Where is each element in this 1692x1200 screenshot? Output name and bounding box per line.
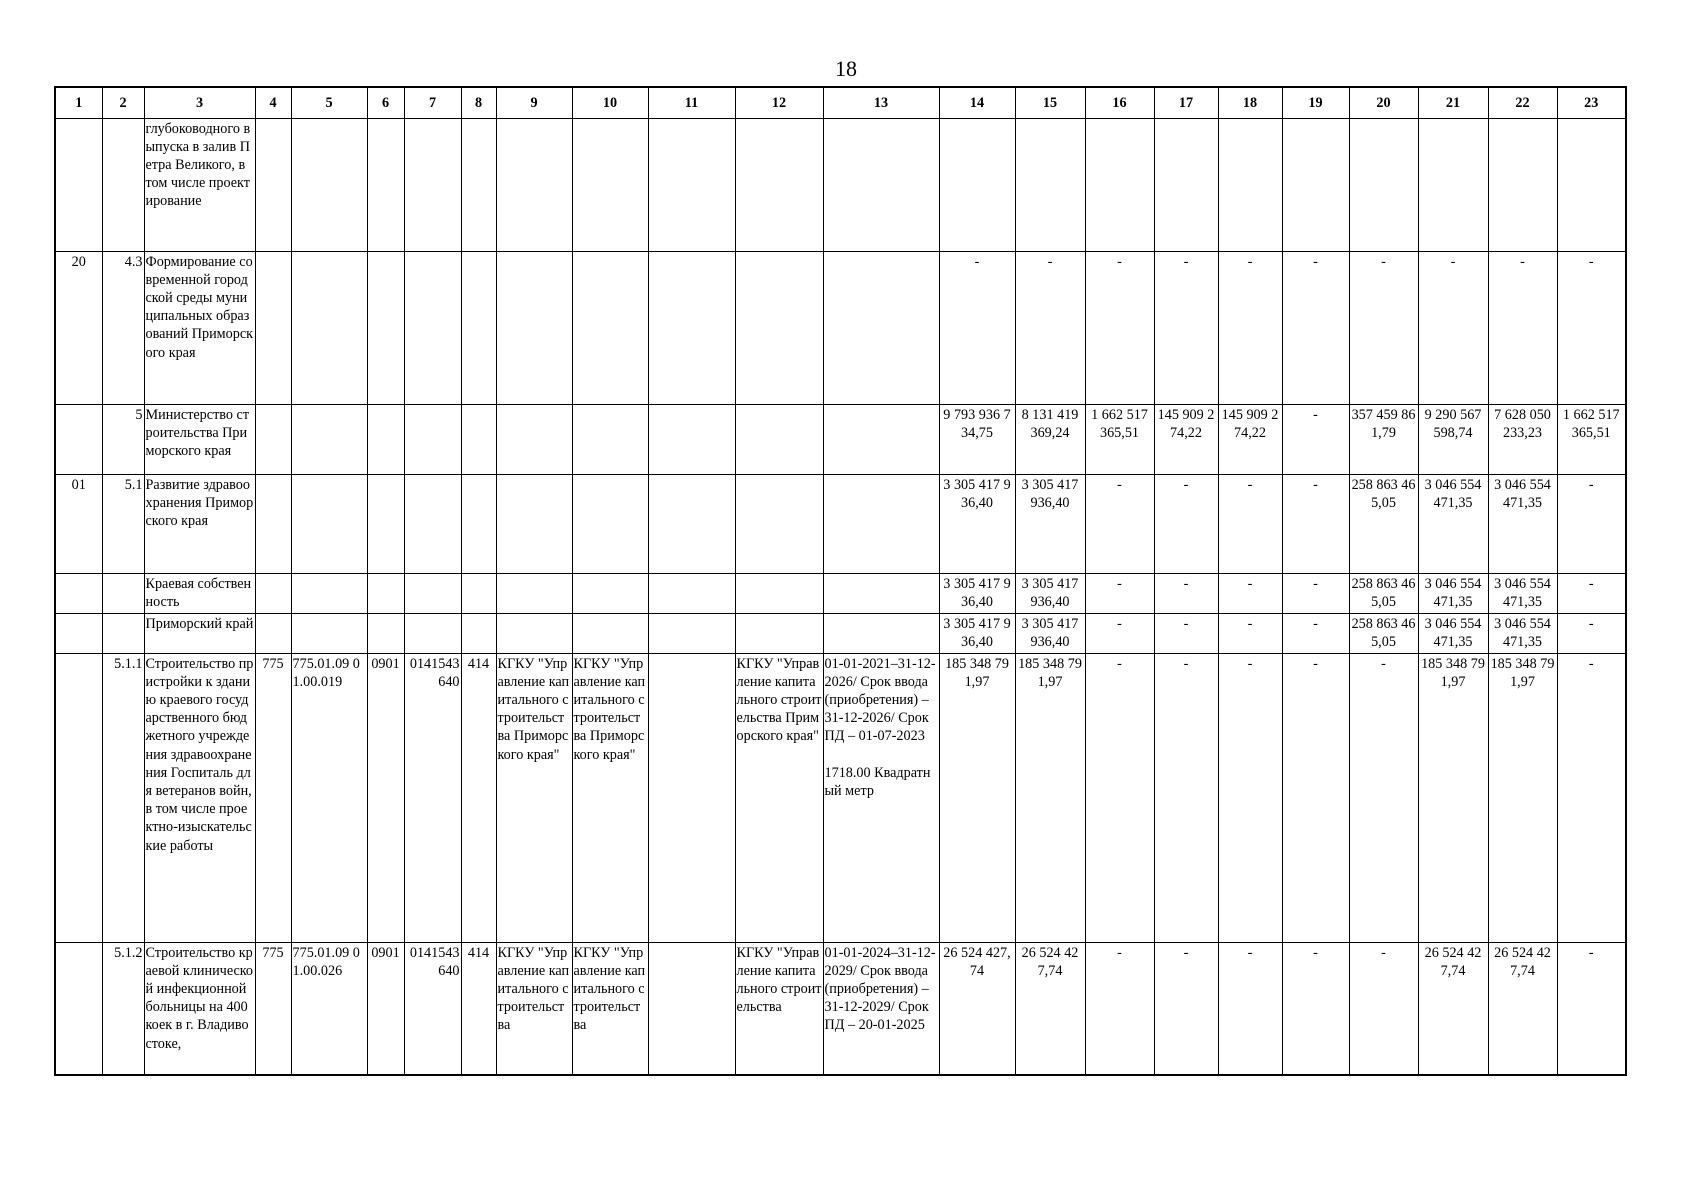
table-row (55, 653, 1626, 942)
table-cell-col-15: 3 305 417 936,40 (1015, 573, 1085, 613)
table-cell-col-13 (823, 404, 939, 474)
table-cell-col-20: 357 459 861,79 (1349, 404, 1418, 474)
table-cell-col-7 (404, 573, 461, 613)
table-cell-col-5: 775.01.09 01.00.026 (291, 942, 367, 1075)
table-cell-col-10 (572, 404, 648, 474)
table-cell-col-1 (55, 118, 102, 251)
table-cell-col-10 (572, 573, 648, 613)
table-cell-col-6: 0901 (367, 942, 404, 1075)
column-header-row (55, 87, 1626, 118)
table-cell-col-12 (735, 573, 823, 613)
table-cell-col-23 (1557, 118, 1626, 251)
table-cell-col-4 (255, 404, 291, 474)
table-cell-col-12 (735, 118, 823, 251)
table-cell-col-19: - (1282, 613, 1349, 653)
column-header-13: 13 (823, 87, 939, 118)
table-cell-col-7 (404, 404, 461, 474)
table-cell-col-21: 9 290 567 598,74 (1418, 404, 1488, 474)
table-cell-col-23: - (1557, 251, 1626, 404)
table-cell-col-20: 258 863 465,05 (1349, 613, 1418, 653)
table-cell-col-19: - (1282, 942, 1349, 1075)
table-cell-col-8 (461, 404, 496, 474)
table-cell-col-22: 3 046 554 471,35 (1488, 474, 1557, 573)
table-cell-col-10: КГКУ "Управление капитального строительства (572, 942, 648, 1075)
table-cell-col-22: 7 628 050 233,23 (1488, 404, 1557, 474)
table-row (55, 942, 1626, 1075)
table-cell-col-15: 26 524 427,74 (1015, 942, 1085, 1075)
column-header-23: 23 (1557, 87, 1626, 118)
table-cell-col-8: 414 (461, 653, 496, 942)
table-cell-col-22: - (1488, 251, 1557, 404)
table-cell-col-13 (823, 613, 939, 653)
table-cell-col-6 (367, 573, 404, 613)
table-cell-col-22: 3 046 554 471,35 (1488, 613, 1557, 653)
table-cell-col-9: КГКУ "Управление капитального строительства Приморского края" (496, 653, 572, 942)
table-cell-col-9 (496, 251, 572, 404)
column-header-16: 16 (1085, 87, 1154, 118)
table-cell-col-9 (496, 613, 572, 653)
table-cell-col-15: 3 305 417 936,40 (1015, 474, 1085, 573)
table-cell-col-10: КГКУ "Управление капитального строительства Приморского края" (572, 653, 648, 942)
table-cell-col-18: - (1218, 573, 1282, 613)
table-cell-col-23: - (1557, 613, 1626, 653)
column-header-5: 5 (291, 87, 367, 118)
table-cell-col-16: - (1085, 942, 1154, 1075)
table-cell-col-4 (255, 613, 291, 653)
table-cell-col-21: 3 046 554 471,35 (1418, 573, 1488, 613)
table-cell-col-11 (648, 404, 735, 474)
table-cell-col-5 (291, 118, 367, 251)
table-cell-col-8 (461, 251, 496, 404)
table-cell-col-23: - (1557, 573, 1626, 613)
table-cell-col-14 (939, 118, 1015, 251)
table-cell-col-15: 185 348 791,97 (1015, 653, 1085, 942)
table-cell-col-16: - (1085, 613, 1154, 653)
table-cell-col-11 (648, 474, 735, 573)
table-cell-col-11 (648, 613, 735, 653)
table-cell-col-9 (496, 573, 572, 613)
column-header-10: 10 (572, 87, 648, 118)
table-cell-col-13 (823, 251, 939, 404)
table-cell-col-8 (461, 573, 496, 613)
column-header-9: 9 (496, 87, 572, 118)
table-cell-col-21: 3 046 554 471,35 (1418, 613, 1488, 653)
table-cell-col-7 (404, 613, 461, 653)
table-cell-col-15: 8 131 419 369,24 (1015, 404, 1085, 474)
table-cell-col-12 (735, 613, 823, 653)
column-header-1: 1 (55, 87, 102, 118)
table-cell-col-18: - (1218, 474, 1282, 573)
table-cell-col-13: 01-01-2021–31-12-2026/ Срок ввода (приобретения) – 31-12-2026/ Срок ПД – 01-07-2023 1718.00 Квадратный метр (823, 653, 939, 942)
table-cell-col-18 (1218, 118, 1282, 251)
table-cell-col-19: - (1282, 404, 1349, 474)
table-cell-col-12: КГКУ "Управление капитального строительства Приморского края" (735, 653, 823, 942)
table-cell-col-2: 5.1.1 (102, 653, 144, 942)
table-cell-col-12: КГКУ "Управление капитального строительства (735, 942, 823, 1075)
table-cell-col-4 (255, 474, 291, 573)
table-cell-col-6 (367, 404, 404, 474)
table-cell-col-14: 3 305 417 936,40 (939, 613, 1015, 653)
table-cell-col-7 (404, 474, 461, 573)
table-cell-col-10 (572, 118, 648, 251)
table-cell-col-11 (648, 251, 735, 404)
table-cell-col-7 (404, 251, 461, 404)
table-cell-col-2: 5.1 (102, 474, 144, 573)
table-cell-col-10 (572, 251, 648, 404)
table-cell-col-23: 1 662 517 365,51 (1557, 404, 1626, 474)
column-header-20: 20 (1349, 87, 1418, 118)
column-header-6: 6 (367, 87, 404, 118)
column-header-21: 21 (1418, 87, 1488, 118)
table-cell-col-20: 258 863 465,05 (1349, 573, 1418, 613)
table-cell-col-7: 0141543640 (404, 653, 461, 942)
table-cell-col-20: - (1349, 942, 1418, 1075)
table-cell-col-3: Строительство пристройки к зданию краевого государственного бюджетного учреждения здравоохранения Госпиталь для ветеранов войн, в том числе проектно-изыскательские работы (144, 653, 255, 942)
table-cell-col-9 (496, 118, 572, 251)
table-cell-col-3: Развитие здравоохранения Приморского края (144, 474, 255, 573)
table-cell-col-3: глубоководного выпуска в залив Петра Великого, в том числе проектирование (144, 118, 255, 251)
table-cell-col-2: 5.1.2 (102, 942, 144, 1075)
table-cell-col-7 (404, 118, 461, 251)
table-cell-col-15 (1015, 118, 1085, 251)
table-cell-col-21: 26 524 427,74 (1418, 942, 1488, 1075)
table-cell-col-11 (648, 118, 735, 251)
table-cell-col-13 (823, 474, 939, 573)
table-cell-col-2: 5 (102, 404, 144, 474)
column-header-14: 14 (939, 87, 1015, 118)
table-cell-col-1: 20 (55, 251, 102, 404)
table-cell-col-17: - (1154, 474, 1218, 573)
table-cell-col-20: - (1349, 251, 1418, 404)
table-cell-col-21: - (1418, 251, 1488, 404)
table-row (55, 613, 1626, 653)
column-header-3: 3 (144, 87, 255, 118)
table-cell-col-16: - (1085, 474, 1154, 573)
table-cell-col-6: 0901 (367, 653, 404, 942)
table-cell-col-18: - (1218, 251, 1282, 404)
table-cell-col-1 (55, 942, 102, 1075)
table-cell-col-22: 3 046 554 471,35 (1488, 573, 1557, 613)
column-header-18: 18 (1218, 87, 1282, 118)
table-cell-col-14: 3 305 417 936,40 (939, 573, 1015, 613)
table-cell-col-4 (255, 251, 291, 404)
table-cell-col-9 (496, 404, 572, 474)
column-header-22: 22 (1488, 87, 1557, 118)
table-cell-col-9: КГКУ "Управление капитального строительства (496, 942, 572, 1075)
table-cell-col-3: Формирование современной городской среды муниципальных образований Приморского края (144, 251, 255, 404)
column-header-15: 15 (1015, 87, 1085, 118)
table-cell-col-14: 3 305 417 936,40 (939, 474, 1015, 573)
table-cell-col-17: - (1154, 653, 1218, 942)
table-cell-col-20: 258 863 465,05 (1349, 474, 1418, 573)
table-cell-col-18: - (1218, 613, 1282, 653)
table-cell-col-23: - (1557, 474, 1626, 573)
table-cell-col-17: - (1154, 251, 1218, 404)
table-cell-col-17 (1154, 118, 1218, 251)
table-row (55, 251, 1626, 404)
table-cell-col-12 (735, 474, 823, 573)
table-cell-col-12 (735, 404, 823, 474)
table-cell-col-8 (461, 118, 496, 251)
table-cell-col-21: 3 046 554 471,35 (1418, 474, 1488, 573)
table-cell-col-11 (648, 653, 735, 942)
table-cell-col-19: - (1282, 573, 1349, 613)
table-cell-col-5 (291, 474, 367, 573)
table-cell-col-6 (367, 613, 404, 653)
table-cell-col-19: - (1282, 474, 1349, 573)
table-cell-col-14: - (939, 251, 1015, 404)
table-cell-col-20: - (1349, 653, 1418, 942)
table-cell-col-3: Приморский край (144, 613, 255, 653)
table-cell-col-22: 185 348 791,97 (1488, 653, 1557, 942)
table-cell-col-5 (291, 251, 367, 404)
table-cell-col-17: - (1154, 573, 1218, 613)
table-cell-col-13: 01-01-2024–31-12-2029/ Срок ввода (приобретения) – 31-12-2029/ Срок ПД – 20-01-2025 (823, 942, 939, 1075)
table-cell-col-15: 3 305 417 936,40 (1015, 613, 1085, 653)
table-cell-col-4 (255, 118, 291, 251)
table-row (55, 474, 1626, 573)
table-cell-col-20 (1349, 118, 1418, 251)
table-cell-col-2 (102, 118, 144, 251)
table-row (55, 118, 1626, 251)
table-cell-col-21: 185 348 791,97 (1418, 653, 1488, 942)
table-cell-col-2: 4.3 (102, 251, 144, 404)
table-cell-col-1: 01 (55, 474, 102, 573)
table-cell-col-23: - (1557, 942, 1626, 1075)
table-cell-col-16 (1085, 118, 1154, 251)
table-cell-col-11 (648, 942, 735, 1075)
table-cell-col-4: 775 (255, 942, 291, 1075)
table-cell-col-12 (735, 251, 823, 404)
table-cell-col-15: - (1015, 251, 1085, 404)
table-cell-col-8 (461, 474, 496, 573)
table-cell-col-19: - (1282, 251, 1349, 404)
table-cell-col-5 (291, 573, 367, 613)
table-cell-col-3: Министерство строительства Приморского края (144, 404, 255, 474)
table-cell-col-19 (1282, 118, 1349, 251)
table-cell-col-3: Краевая собственность (144, 573, 255, 613)
table-cell-col-4 (255, 573, 291, 613)
table-cell-col-1 (55, 404, 102, 474)
table-cell-col-13 (823, 573, 939, 613)
column-header-8: 8 (461, 87, 496, 118)
table-cell-col-2 (102, 573, 144, 613)
column-header-19: 19 (1282, 87, 1349, 118)
table-cell-col-21 (1418, 118, 1488, 251)
table-cell-col-1 (55, 613, 102, 653)
table-cell-col-7: 0141543640 (404, 942, 461, 1075)
column-header-11: 11 (648, 87, 735, 118)
table-cell-col-9 (496, 474, 572, 573)
table-cell-col-5 (291, 613, 367, 653)
table-cell-col-3: Строительство краевой клинической инфекционной больницы на 400 коек в г. Владивостоке, (144, 942, 255, 1075)
table-row (55, 404, 1626, 474)
investment-table (54, 86, 1627, 1076)
table-cell-col-16: 1 662 517 365,51 (1085, 404, 1154, 474)
table-cell-col-16: - (1085, 573, 1154, 613)
column-header-2: 2 (102, 87, 144, 118)
table-cell-col-19: - (1282, 653, 1349, 942)
table-cell-col-22: 26 524 427,74 (1488, 942, 1557, 1075)
table-cell-col-16: - (1085, 653, 1154, 942)
table-cell-col-1 (55, 653, 102, 942)
table-row (55, 573, 1626, 613)
table-cell-col-10 (572, 474, 648, 573)
column-header-4: 4 (255, 87, 291, 118)
table-cell-col-5: 775.01.09 01.00.019 (291, 653, 367, 942)
table-cell-col-8: 414 (461, 942, 496, 1075)
table-cell-col-22 (1488, 118, 1557, 251)
table-cell-col-8 (461, 613, 496, 653)
table-cell-col-18: - (1218, 942, 1282, 1075)
table-cell-col-10 (572, 613, 648, 653)
table-cell-col-11 (648, 573, 735, 613)
table-cell-col-2 (102, 613, 144, 653)
table-cell-col-16: - (1085, 251, 1154, 404)
table-cell-col-14: 26 524 427,74 (939, 942, 1015, 1075)
table-cell-col-4: 775 (255, 653, 291, 942)
table-cell-col-6 (367, 251, 404, 404)
table-cell-col-6 (367, 474, 404, 573)
table-cell-col-5 (291, 404, 367, 474)
page-number: 18 (835, 56, 857, 81)
table-cell-col-23: - (1557, 653, 1626, 942)
table-cell-col-17: - (1154, 942, 1218, 1075)
column-header-7: 7 (404, 87, 461, 118)
table-cell-col-17: 145 909 274,22 (1154, 404, 1218, 474)
column-header-12: 12 (735, 87, 823, 118)
table-cell-col-1 (55, 573, 102, 613)
table-cell-col-13 (823, 118, 939, 251)
column-header-17: 17 (1154, 87, 1218, 118)
table-cell-col-6 (367, 118, 404, 251)
table-cell-col-14: 9 793 936 734,75 (939, 404, 1015, 474)
table-cell-col-17: - (1154, 613, 1218, 653)
table-cell-col-14: 185 348 791,97 (939, 653, 1015, 942)
table-cell-col-18: 145 909 274,22 (1218, 404, 1282, 474)
table-cell-col-18: - (1218, 653, 1282, 942)
